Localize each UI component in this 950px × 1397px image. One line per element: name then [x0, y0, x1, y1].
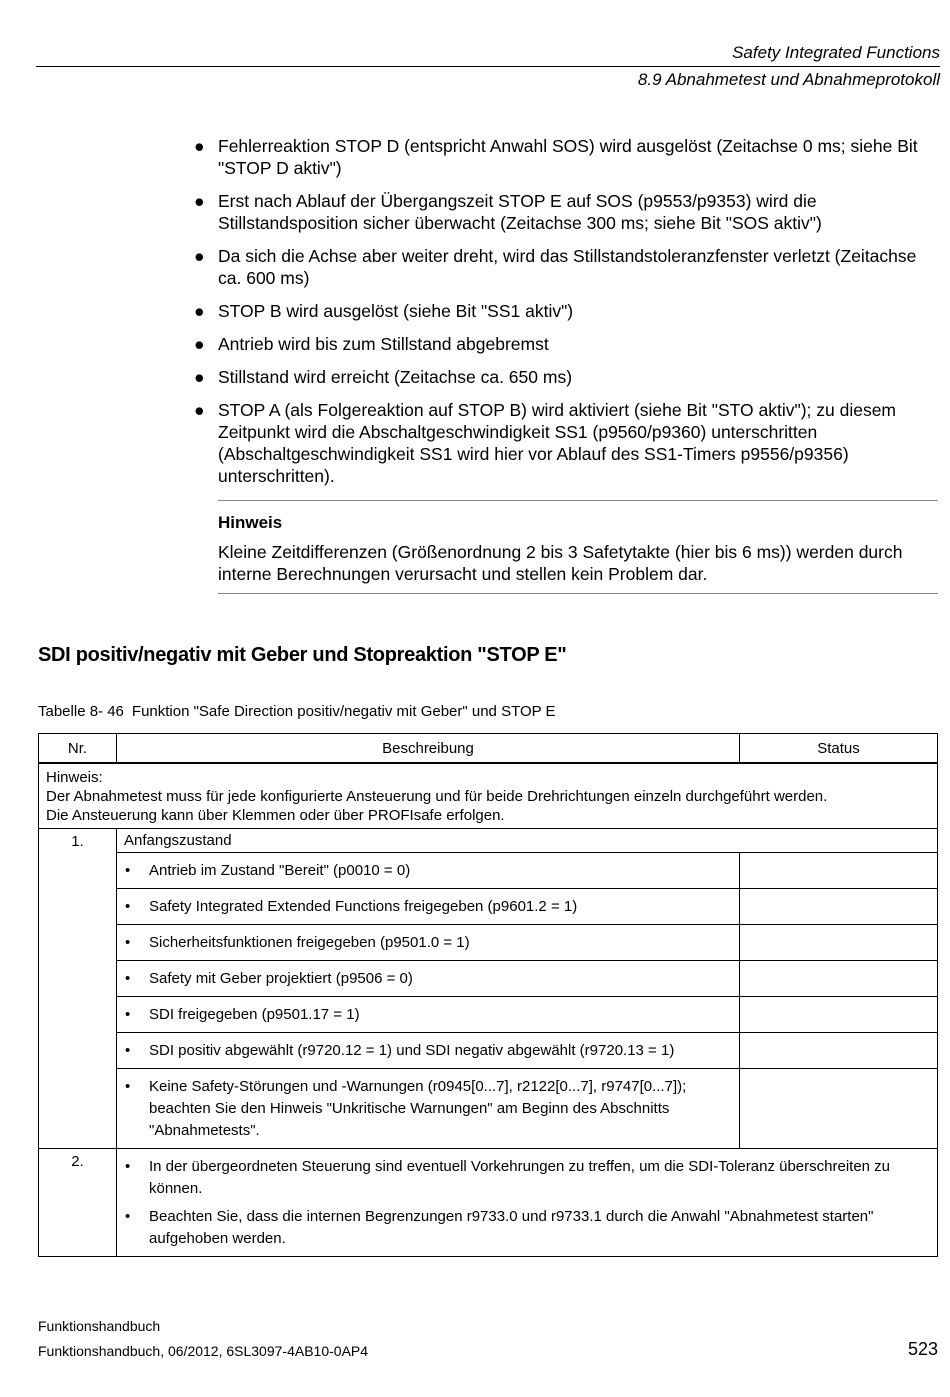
status-cell	[740, 853, 938, 889]
step-item: • Keine Safety-Störungen und -Warnungen (r0945[0...7], r2122[0...7], r9747[0...7]); beachten Sie den Hinweis "Unkritische Warnungen" am Beginn des Abschnitts "Abnahmetests".	[117, 1069, 740, 1149]
bullet-icon: •	[125, 970, 131, 987]
status-cell	[740, 889, 938, 925]
col-header-beschreibung: Beschreibung	[117, 734, 740, 764]
step-item: • In der übergeordneten Steuerung sind eventuell Vorkehrungen zu treffen, um die SDI-Toleranz überschreiten zu können.	[125, 1158, 891, 1197]
bullet-icon: •	[125, 1042, 131, 1059]
col-header-status: Status	[740, 734, 938, 764]
bullet-icon: ●	[194, 367, 205, 387]
col-header-nr: Nr.	[39, 734, 117, 764]
header-subtitle: 8.9 Abnahmetest und Abnahmeprotokoll	[637, 70, 940, 89]
step-item: • Sicherheitsfunktionen freigegeben (p9501.0 = 1)	[117, 925, 740, 961]
bullet-icon: •	[125, 934, 131, 951]
bullet-icon: ●	[194, 246, 205, 266]
footer-manual: Funktionshandbuch	[38, 1318, 161, 1334]
list-item: ● Erst nach Ablauf der Übergangszeit STOP E auf SOS (p9553/p9353) wird die Stillstandsposition sicher überwacht (Zeitachse 300 ms; siehe Bit "SOS aktiv")	[194, 191, 822, 233]
status-cell	[740, 925, 938, 961]
section-heading: SDI positiv/negativ mit Geber und Stopreaktion "STOP E"	[38, 644, 567, 666]
step-item: • Safety Integrated Extended Functions freigegeben (p9601.2 = 1)	[117, 889, 740, 925]
bullet-icon: •	[125, 1208, 131, 1225]
table-row	[39, 1149, 938, 1257]
step-title: Anfangszustand	[117, 829, 938, 853]
footer-edition: Funktionshandbuch, 06/2012, 6SL3097-4AB10-0AP4	[38, 1343, 369, 1359]
step-item: • Antrieb im Zustand "Bereit" (p0010 = 0)	[117, 853, 740, 889]
table-caption-number: Tabelle 8- 46	[38, 703, 124, 720]
status-cell	[740, 961, 938, 997]
step-number: 1.	[39, 829, 117, 1149]
note-heading: Hinweis	[218, 513, 283, 532]
table-hinweis-label: Hinweis:	[46, 769, 103, 786]
bullet-icon: •	[125, 1006, 131, 1023]
bullet-icon: ●	[194, 191, 205, 211]
bullet-icon: •	[125, 862, 131, 879]
bullet-icon: •	[125, 898, 131, 915]
note-text: Kleine Zeitdifferenzen (Größenordnung 2 bis 3 Safetytakte (hier bis 6 ms)) werden durch interne Berechnungen verursacht und stellen kein Problem dar.	[218, 542, 903, 584]
table-row	[39, 1069, 938, 1149]
note-box	[218, 500, 938, 594]
bullet-icon: ●	[194, 400, 205, 420]
table-row	[39, 1033, 938, 1069]
bullet-list	[192, 135, 932, 498]
list-item: ● Stillstand wird erreicht (Zeitachse ca. 650 ms)	[194, 367, 573, 387]
bullet-icon: •	[125, 1078, 131, 1095]
table-row	[39, 853, 938, 889]
status-cell	[740, 1069, 938, 1149]
list-item: ● STOP A (als Folgereaktion auf STOP B) wird aktiviert (siehe Bit "STO aktiv"); zu diesem Zeitpunkt wird die Abschaltgeschwindigkeit SS1 (p9560/p9360) unterschritten (Abschaltgeschwindigkeit SS1 wird hier vor Ablauf des SS1-Timers p9556/p9356) unterschritten).	[194, 400, 897, 486]
step-item: • Beachten Sie, dass die internen Begrenzungen r9733.0 und r9733.1 durch die Anwahl "Abnahmetest starten" aufgehoben werden.	[125, 1208, 874, 1247]
table-header-row	[39, 734, 938, 764]
bullet-icon: ●	[194, 136, 205, 156]
header-title: Safety Integrated Functions	[732, 43, 940, 62]
table-row	[39, 997, 938, 1033]
list-item: ● Fehlerreaktion STOP D (entspricht Anwahl SOS) wird ausgelöst (Zeitachse 0 ms; siehe Bit "STOP D aktiv")	[194, 136, 918, 178]
table-row	[39, 925, 938, 961]
table-row	[39, 961, 938, 997]
table-row	[39, 829, 938, 853]
table-row	[39, 889, 938, 925]
step-item: • SDI freigegeben (p9501.17 = 1)	[117, 997, 740, 1033]
page-number: 523	[907, 1339, 938, 1359]
status-cell	[740, 997, 938, 1033]
table-caption	[38, 703, 556, 720]
step-items	[117, 1149, 938, 1257]
step-item: • Safety mit Geber projektiert (p9506 = 0)	[117, 961, 740, 997]
test-table	[38, 733, 938, 1257]
table-row	[39, 763, 938, 829]
header-rule	[36, 66, 940, 67]
table-hinweis-line: Der Abnahmetest muss für jede konfigurierte Ansteuerung und für beide Drehrichtungen einzeln durchgeführt werden.	[46, 788, 828, 805]
status-cell	[740, 1033, 938, 1069]
step-item: • SDI positiv abgewählt (r9720.12 = 1) und SDI negativ abgewählt (r9720.13 = 1)	[117, 1033, 740, 1069]
bullet-icon: •	[125, 1158, 131, 1175]
table-hinweis-line: Die Ansteuerung kann über Klemmen oder über PROFIsafe erfolgen.	[46, 807, 505, 824]
step-number: 2.	[39, 1149, 117, 1257]
bullet-icon: ●	[194, 334, 205, 354]
bullet-icon: ●	[194, 301, 205, 321]
table-caption-text: Funktion "Safe Direction positiv/negativ mit Geber" und STOP E	[131, 703, 556, 720]
table-hinweis-cell	[39, 763, 938, 829]
list-item: ● Da sich die Achse aber weiter dreht, wird das Stillstandstoleranzfenster verletzt (Zeitachse ca. 600 ms)	[194, 246, 917, 288]
list-item: ● Antrieb wird bis zum Stillstand abgebremst	[194, 334, 549, 354]
list-item: ● STOP B wird ausgelöst (siehe Bit "SS1 aktiv")	[194, 301, 574, 321]
